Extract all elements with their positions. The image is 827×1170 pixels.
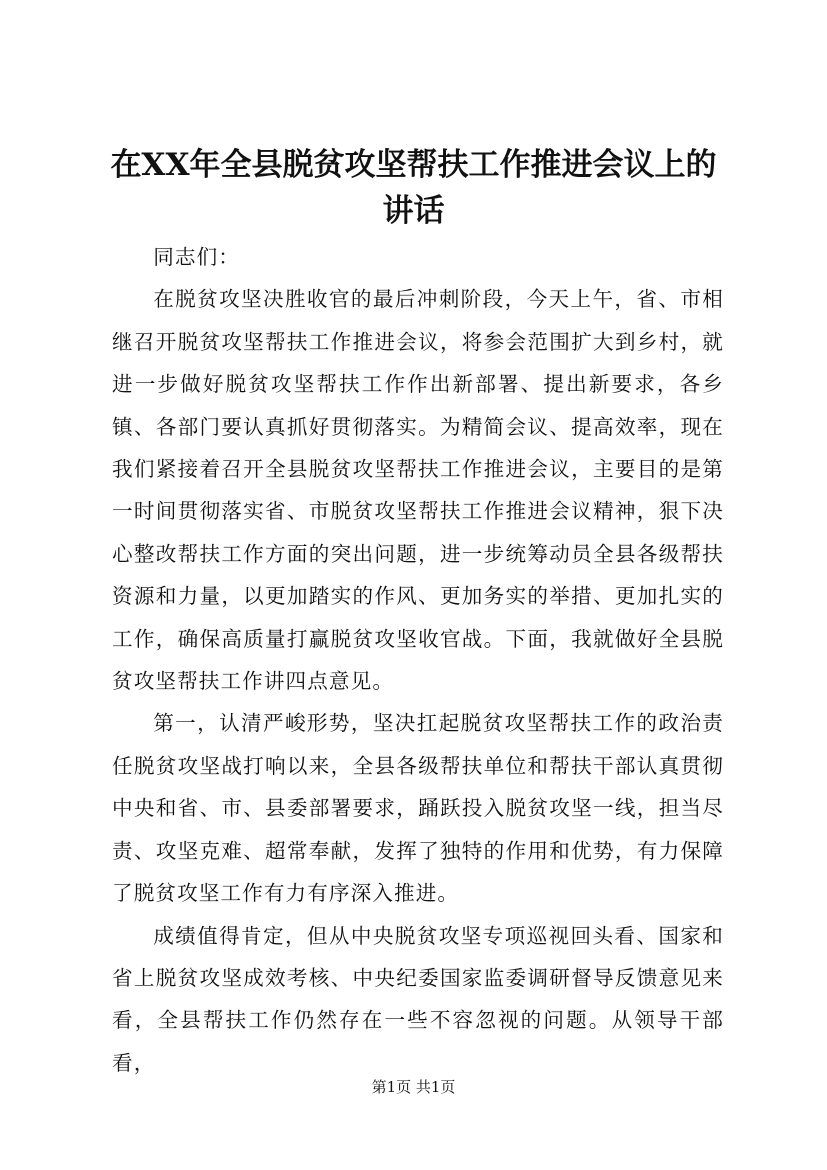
body-paragraph: 在脱贫攻坚决胜收官的最后冲刺阶段，今天上午，省、市相继召开脱贫攻坚帮扶工作推进会议，将参会范围扩大到乡村，就进一步做好脱贫攻坚帮扶工作作出新部署、提出新要求，各乡镇、各部门要认真抓好贯彻落实。为精简会议、提高效率，现在我们紧接着召开全县脱贫攻坚帮扶工作推进会议，主要目的是第一时间贯彻落实省、市脱贫攻坚帮扶工作推进会议精神，狠下决心整改帮扶工作方面的突出问题，进一步统筹动员全县各级帮扶资源和力量，以更加踏实的作风、更加务实的举措、更加扎实的工作，确保高质量打赢脱贫攻坚收官战。下面，我就做好全县脱贫攻坚帮扶工作讲四点意见。 xyxy=(112,287,724,694)
document-body xyxy=(112,236,724,1084)
document-title: 在XX年全县脱贫攻坚帮扶工作推进会议上的讲话 xyxy=(110,147,717,229)
page-number-footer: 第1页 共1页 xyxy=(371,1078,456,1096)
body-paragraph: 第一，认清严峻形势，坚决扛起脱贫攻坚帮扶工作的政治责任脱贫攻坚战打响以来，全县各级帮扶单位和帮扶干部认真贯彻中央和省、市、县委部署要求，踊跃投入脱贫攻坚一线，担当尽责、攻坚克难、超常奉献，发挥了独特的作用和优势，有力保障了脱贫攻坚工作有力有序深入推进。 xyxy=(112,711,724,906)
body-paragraph: 成绩值得肯定，但从中央脱贫攻坚专项巡视回头看、国家和省上脱贫攻坚成效考核、中央纪委国家监委调研督导反馈意见来看，全县帮扶工作仍然存在一些不容忽视的问题。从领导干部看， xyxy=(112,923,724,1075)
salutation-paragraph: 同志们： xyxy=(153,245,240,269)
